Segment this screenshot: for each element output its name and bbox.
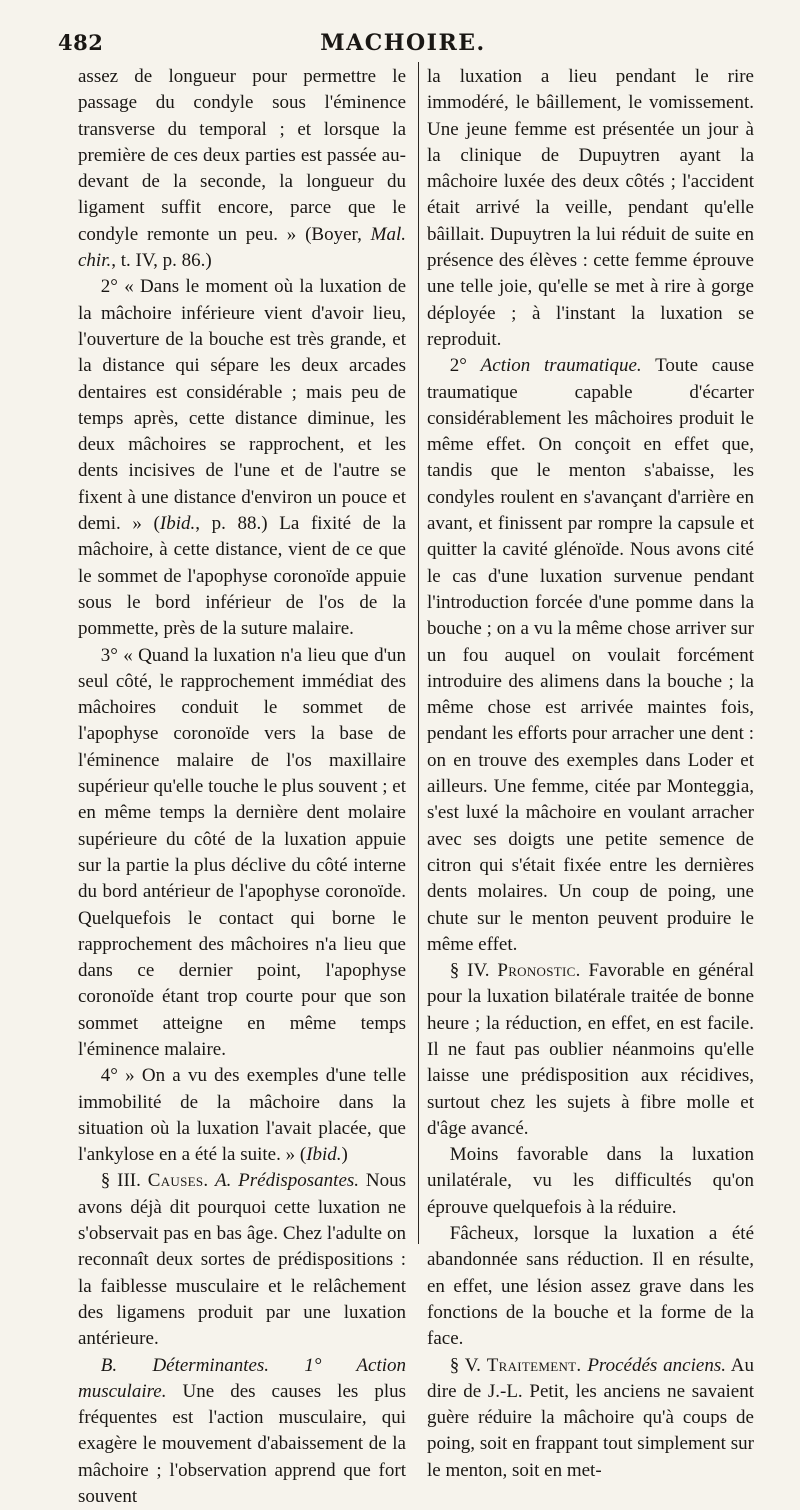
page-header: [58, 30, 748, 60]
subsection-title: A. Prédisposantes.: [208, 1170, 360, 1192]
paragraph: [78, 274, 406, 642]
paragraph: [78, 1353, 406, 1510]
left-column: [78, 64, 406, 1510]
text: 2°: [449, 355, 481, 377]
text: Une des causes les plus fréquentes est l'action musculaire, qui exagère le mouvement d'abaissement de la mâchoire ; l'observation apprend que fort souvent: [78, 1380, 406, 1508]
section-heading-pronostic: [427, 958, 754, 1142]
citation: Mal. chir.: [78, 223, 406, 272]
subsection-title: Procédés anciens.: [581, 1354, 726, 1376]
subsection-title: Action traumatique.: [480, 355, 642, 377]
section-label: § V.: [449, 1354, 487, 1376]
text: Au dire de J.-L. Petit, les anciens ne savaient guère réduire la mâchoire qu'à coups de poing, soit en frappant tout simplement sur le menton, soit en met-: [427, 1354, 754, 1481]
paragraph: [78, 1063, 406, 1168]
paragraph: [78, 64, 406, 274]
section-heading-traitement: [427, 1353, 754, 1484]
text: Toute cause traumatique capable d'écarter considérablement les mâchoires produit le même effet. On conçoit en effet que, tandis que le menton s'abaisse, les condyles roulent en s'avançant d'arrière en avant, et finissent par rompre la capsule et quitter la cavité glénoïde. Nous avons cité le cas d'une luxation survenue pendant l'introduction forcée d'une pomme dans la bouche ; on a vu la même chose arriver sur un fou auquel on voulait forcément introduire des alimens dans la bouche ; la même chose est arrivée maintes fois, pendant les efforts pour arracher une dent : on en trouve des exemples dans Loder et ailleurs. Une femme, citée par Monteggia, s'est luxé la mâchoire en voulant arracher avec ses doigts une petite semence de citron qui s'était fixée entre les dernières dents molaires. Un coup de poing, une chute sur le menton peuvent produire le même effet.: [427, 355, 755, 955]
running-head: MACHOIRE.: [320, 30, 486, 56]
citation: Ibid.: [159, 513, 196, 535]
paragraph: la luxation a lieu pendant le rire immodéré, le bâillement, le vomissement. Une jeune femme est présentée un jour à la clinique de Dupuytren ayant la mâchoire luxée des deux côtés ; l'accident était arrivé la veille, pendant qu'elle bâillait. Dupuytren la lui réduit de suite en présence des élèves : cette femme éprouve une telle joie, qu'elle se met à rire à gorge déployée ; à l'instant la luxation se reproduit.: [427, 66, 754, 350]
text: 2° « Dans le moment où la luxation de la mâchoire inférieure vient d'avoir lieu, l'ouverture de la bouche est très grande, et la distance qui sépare les deux arcades dentaires est considérable ; mais peu de temps après, cette distance diminue, les deux mâchoires se rapprochent, et les dents incisives de l'une et de l'autre se fixent à une distance d'environ un pouce et demi. » (: [78, 276, 406, 535]
section-heading-causes: [78, 1168, 406, 1352]
citation: Ibid.: [306, 1144, 342, 1166]
text: 4° » On a vu des exemples d'une telle immobilité de la mâchoire dans la situation où la luxation l'avait placée, que l'ankylose en a été la suite. » (: [78, 1065, 406, 1166]
column-divider: [418, 62, 419, 1244]
text: ): [341, 1144, 348, 1166]
page-number: 482: [58, 30, 104, 55]
text: Favorable en général pour la luxation bilatérale traitée de bonne heure ; la réduction, en effet, en est facile. Il ne faut pas oublier néanmoins qu'elle laisse une prédisposition aux récidives, surtout chez les sujets à fibre molle et d'âge avancé.: [427, 960, 754, 1139]
section-label: § III.: [100, 1170, 148, 1192]
section-label: § IV.: [449, 960, 498, 982]
subsection-title: B. Déterminantes. 1° Action musculaire.: [78, 1354, 406, 1402]
text: assez de longueur pour permettre le passage du condyle sous l'éminence transverse du temporal ; et lorsque la première de ces deux parties est passée au-devant de la seconde, la longueur du ligament suffit encore, parce que le condyle remonte un peu. » (Boyer,: [78, 66, 406, 245]
section-title: Traitement.: [486, 1354, 582, 1376]
paragraph: [427, 353, 754, 958]
paragraph: Moins favorable dans la luxation unilatérale, vu les difficultés qu'on éprouve quelquefois à la réduire.: [427, 1144, 754, 1218]
paragraph: Fâcheux, lorsque la luxation a été abandonnée sans réduction. Il en résulte, en effet, une lésion assez grave dans les fonctions de la bouche et la forme de la face.: [427, 1223, 754, 1350]
text: Nous avons déjà dit pourquoi cette luxation ne s'observait pas en bas âge. Chez l'adulte on reconnaît deux sortes de prédispositions : la faiblesse musculaire et le relâchement des ligamens produit par une luxation antérieure.: [78, 1170, 406, 1350]
paragraph: 3° « Quand la luxation n'a lieu que d'un seul côté, le rapprochement immédiat des mâchoires conduit le sommet de l'apophyse coronoïde vers la base de l'éminence malaire de l'os maxillaire supérieur qu'elle touche le plus souvent ; et en même temps la dernière dent molaire supérieure du côté de la luxation appuie sur la partie la plus déclive du côté interne du bord antérieur de l'apophyse coronoïde. Quelquefois le contact qui borne le rapprochement des mâchoires n'a lieu que dans ce dernier point, l'apophyse coronoïde étant trop courte pour que son sommet atteigne en même temps l'éminence malaire.: [78, 644, 406, 1060]
section-title: Pronostic.: [497, 960, 581, 982]
right-column: [427, 64, 754, 1484]
section-title: Causes.: [147, 1170, 209, 1192]
text: , p. 88.) La fixité de la mâchoire, à cette distance, vient de ce que le sommet de l'apophyse coronoïde appuie sous le bord inférieur de l'os de la pommette, près de la suture malaire.: [78, 513, 406, 640]
text: , t. IV, p. 86.): [111, 250, 212, 272]
